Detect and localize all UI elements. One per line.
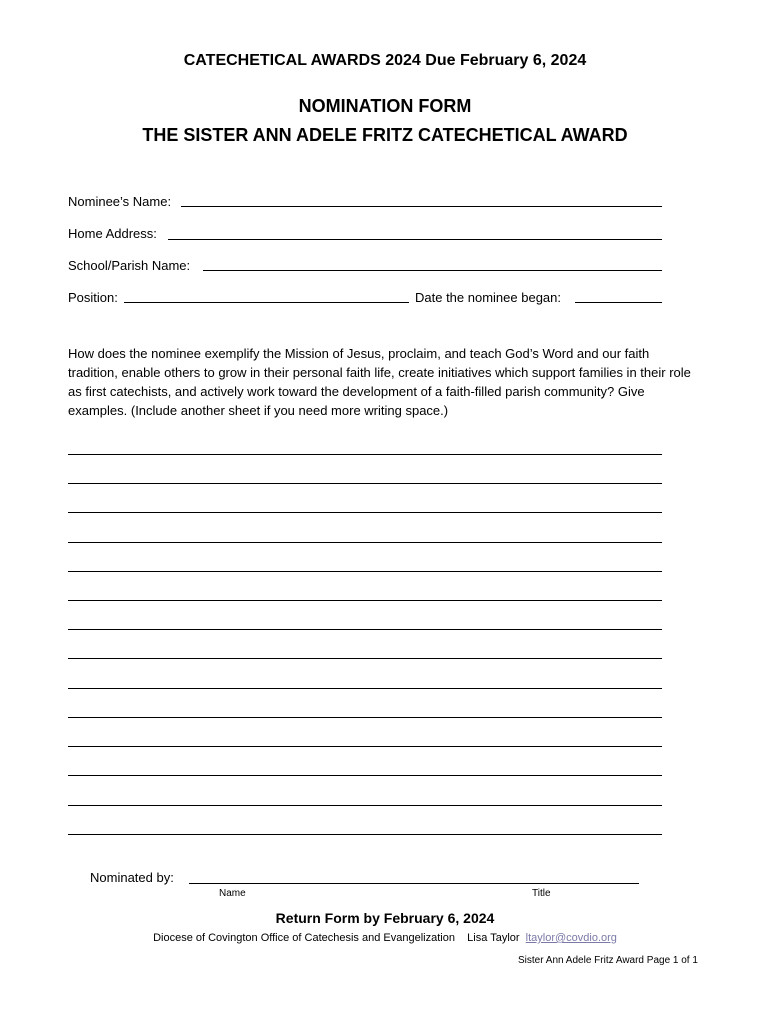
awards-due-header: CATECHETICAL AWARDS 2024 Due February 6, 2024	[183, 52, 587, 69]
office-contact-line	[0, 932, 770, 944]
answer-line[interactable]	[68, 512, 662, 513]
answer-line[interactable]	[68, 542, 662, 543]
home-address-label: Home Address:	[68, 226, 157, 241]
nominee-name-field[interactable]	[181, 206, 662, 207]
date-began-field[interactable]	[575, 302, 662, 303]
answer-line[interactable]	[68, 454, 662, 455]
date-began-label: Date the nominee began:	[415, 290, 561, 305]
school-parish-label: School/Parish Name:	[68, 258, 191, 273]
title-caption: Title	[532, 888, 551, 899]
nominee-name-label: Nominee’s Name:	[68, 194, 172, 209]
answer-line[interactable]	[68, 688, 662, 689]
award-title: THE SISTER ANN ADELE FRITZ CATECHETICAL AWARD	[142, 125, 628, 145]
form-title: NOMINATION FORM	[298, 96, 472, 116]
home-address-field[interactable]	[168, 239, 662, 240]
answer-line[interactable]	[68, 805, 662, 806]
answer-line[interactable]	[68, 834, 662, 835]
return-form-title: Return Form by February 6, 2024	[275, 910, 495, 926]
school-parish-field[interactable]	[203, 270, 662, 271]
page-note: Sister Ann Adele Fritz Award Page 1 of 1	[518, 955, 698, 966]
nomination-question: How does the nominee exemplify the Mission of Jesus, proclaim, and teach God’s Word and our faith tradition, enable others to grow in their personal faith life, create initiatives which support families in their role as first catechists, and actively work toward the development of a faith-filled parish community? Give examples. (Include another sheet if you need more writing space.)	[68, 346, 691, 418]
office-text: Diocese of Covington Office of Catechesis and Evangelization Lisa Taylor	[153, 932, 526, 944]
email-link[interactable]: ltaylor@covdio.org	[525, 932, 617, 944]
answer-line[interactable]	[68, 600, 662, 601]
answer-line[interactable]	[68, 571, 662, 572]
name-caption: Name	[219, 888, 246, 899]
position-label: Position:	[68, 290, 118, 305]
answer-line[interactable]	[68, 658, 662, 659]
answer-line[interactable]	[68, 746, 662, 747]
answer-line[interactable]	[68, 717, 662, 718]
position-field[interactable]	[124, 302, 409, 303]
answer-line[interactable]	[68, 483, 662, 484]
nominated-by-label: Nominated by:	[90, 870, 174, 885]
answer-line[interactable]	[68, 775, 662, 776]
nominated-by-field[interactable]	[189, 883, 639, 884]
answer-line[interactable]	[68, 629, 662, 630]
